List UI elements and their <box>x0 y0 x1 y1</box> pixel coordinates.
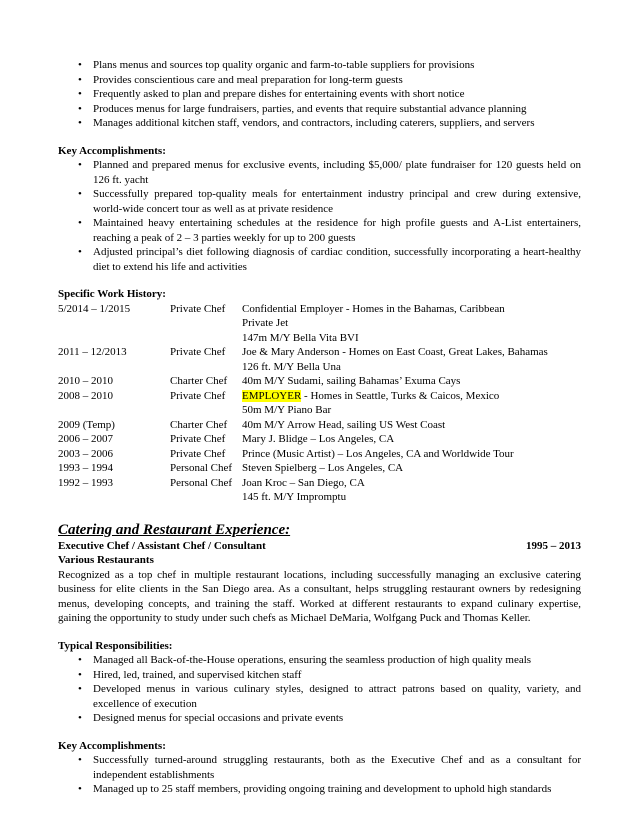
work-history-row <box>58 360 581 375</box>
highlighted-employer: EMPLOYER <box>242 389 302 402</box>
work-history-row <box>58 447 581 462</box>
list-item: • Produces menus for large fundraisers, parties, and events that require substantial advance planning <box>58 102 581 117</box>
work-date <box>58 360 170 375</box>
resume-page <box>58 58 581 797</box>
work-title <box>170 316 242 331</box>
work-detail: Steven Spielberg – Los Angeles, CA <box>242 462 404 474</box>
work-date <box>58 316 170 331</box>
summary-paragraph: Recognized as a top chef in multiple restaurant locations, including successfully managing an exclusive catering business for elite clients in the San Diego area. As a consultant, helps struggling restaurant owners by redesigning menus, developing concepts, and training the staff. Worked at different restaurants to expand culinary expertise, gaining the opportunity to study under such chefs as Michael DeMaria, Wolfgang Puck and Thomas Keller. <box>58 568 581 624</box>
job-title: Executive Chef / Assistant Chef / Consultant <box>58 539 266 552</box>
list-item: • Successfully turned-around struggling restaurants, both as the Executive Chef and as a consultant for independent establishments <box>58 753 581 782</box>
work-title: Private Chef <box>170 302 226 315</box>
work-history-row <box>58 302 581 317</box>
list-item: • Developed menus in various culinary styles, designed to attract patrons based on quality, variety, and excellence of execution <box>58 682 581 711</box>
work-date: 2011 – 12/2013 <box>58 346 127 358</box>
work-detail: Confidential Employer - Homes in the Bahamas, Caribbean <box>242 302 505 315</box>
work-date: 2009 (Temp) <box>58 418 115 431</box>
list-item: • Managed all Back-of-the-House operations, ensuring the seamless production of high quality meals <box>58 653 581 668</box>
work-title <box>170 403 242 418</box>
work-history-row <box>58 345 581 360</box>
work-date <box>58 331 170 346</box>
work-detail: Joe & Mary Anderson - Homes on East Coast, Great Lakes, Bahamas <box>242 346 548 358</box>
work-history-row <box>58 331 581 346</box>
work-date: 5/2014 – 1/2015 <box>58 302 131 315</box>
work-title: Private Chef <box>170 433 226 445</box>
work-title: Personal Chef <box>170 476 233 489</box>
job-dates: 1995 – 2013 <box>526 539 581 552</box>
work-detail: 147m M/Y Bella Vita BVI <box>242 331 359 344</box>
list-item: • Provides conscientious care and meal preparation for long-term guests <box>58 73 581 88</box>
work-title <box>170 360 242 375</box>
work-detail: 50m M/Y Piano Bar <box>242 404 332 416</box>
work-date: 2010 – 2010 <box>58 375 113 387</box>
work-detail: 40m M/Y Arrow Head, sailing US West Coast <box>242 418 446 431</box>
list-item: • Plans menus and sources top quality organic and farm-to-table suppliers for provisions <box>58 58 581 73</box>
key-accomplishments-heading: Key Accomplishments: <box>58 144 166 157</box>
work-title: Personal Chef <box>170 462 233 474</box>
work-title: Charter Chef <box>170 418 228 431</box>
work-date <box>58 490 170 505</box>
work-title: Private Chef <box>170 346 226 358</box>
company-name: Various Restaurants <box>58 554 154 566</box>
list-item: • Maintained heavy entertaining schedules at the residence for high profile guests and A-List entertainers, reaching a peak of 2 – 3 parties weekly for up to 200 guests <box>58 216 581 245</box>
work-history-row <box>58 432 581 447</box>
work-detail-rest: - Homes in Seattle, Turks & Caicos, Mexico <box>301 389 500 402</box>
work-date: 1993 – 1994 <box>58 462 113 474</box>
work-history-row <box>58 403 581 418</box>
work-history-table <box>58 302 581 505</box>
work-detail: Joan Kroc – San Diego, CA <box>242 476 365 489</box>
work-date <box>58 403 170 418</box>
work-detail: Private Jet <box>242 317 289 329</box>
catering-section-title: Catering and Restaurant Experience: <box>58 521 291 538</box>
work-title: Private Chef <box>170 447 226 460</box>
work-history-row <box>58 374 581 389</box>
work-detail: 40m M/Y Sudami, sailing Bahamas’ Exuma Cays <box>242 375 461 387</box>
work-detail: Mary J. Blidge – Los Angeles, CA <box>242 433 395 445</box>
job-line <box>58 539 581 554</box>
duties-list <box>58 58 581 131</box>
work-title <box>170 490 242 505</box>
list-item: • Hired, led, trained, and supervised kitchen staff <box>58 668 581 683</box>
work-detail <box>242 389 581 404</box>
list-item: • Frequently asked to plan and prepare dishes for entertaining events with short notice <box>58 87 581 102</box>
work-title <box>170 331 242 346</box>
list-item: • Managed up to 25 staff members, providing ongoing training and development to uphold high standards <box>58 782 581 797</box>
work-date: 1992 – 1993 <box>58 476 113 489</box>
responsibilities-list <box>58 653 581 726</box>
accomplishments-list <box>58 158 581 274</box>
work-title: Charter Chef <box>170 375 228 387</box>
work-date: 2008 – 2010 <box>58 389 113 402</box>
work-history-heading: Specific Work History: <box>58 288 166 300</box>
work-history-row <box>58 461 581 476</box>
list-item: • Designed menus for special occasions and private events <box>58 711 581 726</box>
work-history-row <box>58 490 581 505</box>
list-item: • Planned and prepared menus for exclusive events, including $5,000/ plate fundraiser for 120 guests held on 126 ft. yacht <box>58 158 581 187</box>
work-date: 2006 – 2007 <box>58 433 113 445</box>
work-history-row <box>58 418 581 433</box>
list-item: • Manages additional kitchen staff, vendors, and contractors, including caterers, suppliers, and servers <box>58 116 581 131</box>
work-date: 2003 – 2006 <box>58 447 113 460</box>
work-title: Private Chef <box>170 389 226 402</box>
work-history-row <box>58 316 581 331</box>
key-accomplishments-heading: Key Accomplishments: <box>58 739 166 752</box>
list-item: • Successfully prepared top-quality meals for entertainment industry principal and crew during extensive, world-wide concert tour as well as at private residence <box>58 187 581 216</box>
work-history-row <box>58 476 581 491</box>
work-detail: 126 ft. M/Y Bella Una <box>242 360 341 373</box>
accomplishments-list <box>58 753 581 797</box>
work-history-row <box>58 389 581 404</box>
work-detail: Prince (Music Artist) – Los Angeles, CA and Worldwide Tour <box>242 447 514 460</box>
list-item: • Adjusted principal’s diet following diagnosis of cardiac condition, successfully incorporating a heart-healthy diet to extend his life and activities <box>58 245 581 274</box>
work-detail: 145 ft. M/Y Impromptu <box>242 491 347 503</box>
responsibilities-heading: Typical Responsibilities: <box>58 639 173 652</box>
